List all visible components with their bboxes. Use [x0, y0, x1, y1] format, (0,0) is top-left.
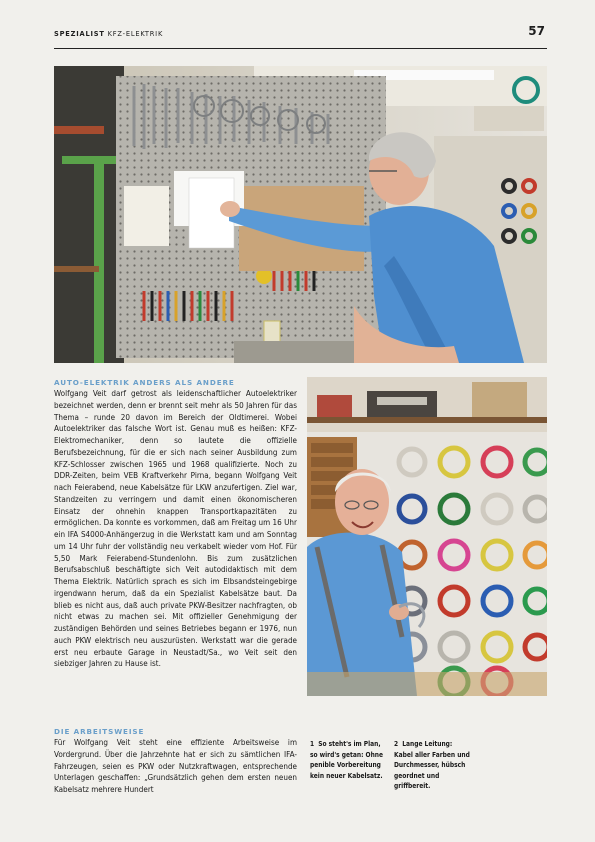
page-header	[54, 24, 547, 48]
workshop-photo	[54, 66, 547, 363]
caption-2-text: Lange Leitung: Kabel aller Farben und Durchmesser, hübsch geordnet und griffbereit.	[394, 740, 470, 791]
subsection-name: KFZ-ELEKTRIK	[107, 29, 164, 38]
cable-wall-photo	[307, 377, 547, 696]
caption-1	[310, 739, 388, 781]
caption-2-number: 2	[394, 740, 399, 748]
body-paragraph-1: Wolfgang Veit darf getrost als leidenschaftlicher Autoelektriker bezeichnet werden, denn er brennt seit mehr als 50 Jahren für das Thema – runde 20 davon im Bereich der Oldtimerei. Wobei Autoelektriker das falsche Wort ist. Genau muß es heißen: KFZ-Elektromechaniker, denn so lautete die offizielle Berufsbezeichnung, für die er sich nach seiner Ausbildung zum KFZ-Schlosser zwischen 1965 und 1968 qualifizierte. Noch zu DDR-Zeiten, beim VEB Kraftverkehr Pirna, begann Wolfgang Veit nach Feierabend, neue Kabelsätze für LKW anzufertigen. Ziel war, Standzeiten zu verringern und damit einen ökonomischeren Einsatz der ohnehin knappen Transportkapazitäten zu ermöglichen. Da konnte es vorkommen, daß am Freitag um 16 Uhr ein IFA S4000-Anhängerzug in die Werkstatt kam und am Sonntag um 14 Uhr fuhr der vollständig neu verkabelt wieder vom Hof. Für 5,50 Mark Feierabend-Stundenlohn. Bis zum zusätzlichen Berufsabschluß beschäftigte sich Veit autodidaktisch mit dem Thema Elektrik. Natürlich sprach es sich im Elbsandsteingebirge irgendwann herum, daß da ein Spezialist Kabelsätze baut. Da blieb es nicht aus, daß auch private PKW-Besitzer nachfragten, ob nicht etwas zu machen sei. Mit offizieller Genehmigung der zuständigen Behörden und seines Betriebes begann er 1976, nun auch PKW elektrisch neu auszurüsten. Werkstatt war die gerade erst neu erbaute Garage in Neustadt/Sa., wo Veit seit den siebziger Jahren zu Hause ist.	[54, 389, 297, 669]
section-heading-auto-elektrik: AUTO-ELEKTRIK ANDERS ALS ANDERE	[54, 378, 235, 387]
caption-1-number: 1	[310, 740, 315, 748]
body-paragraph-2: Für Wolfgang Veit steht eine effiziente Arbeitsweise im Vordergrund. Über die Jahrzehnte hat er sich zu sämtlichen IFA-Fahrzeugen, seien es PKW oder Nutzkraftwagen, entsprechende Unterlagen geschaffen: „Grundsätzlich gehen dem ersten neuen Kabelsatz mehrere Hundert	[54, 738, 297, 794]
caption-1-text: So steht's im Plan, so wird's getan: Ohne penible Vorbereitung kein neuer Kabelsatz.	[310, 740, 384, 780]
section-heading-arbeitsweise: DIE ARBEITSWEISE	[54, 727, 145, 736]
caption-2	[394, 739, 472, 792]
page-number: 57	[528, 24, 545, 38]
section-kicker	[54, 29, 163, 38]
header-rule	[54, 48, 547, 49]
section-name: SPEZIALIST	[54, 29, 105, 38]
